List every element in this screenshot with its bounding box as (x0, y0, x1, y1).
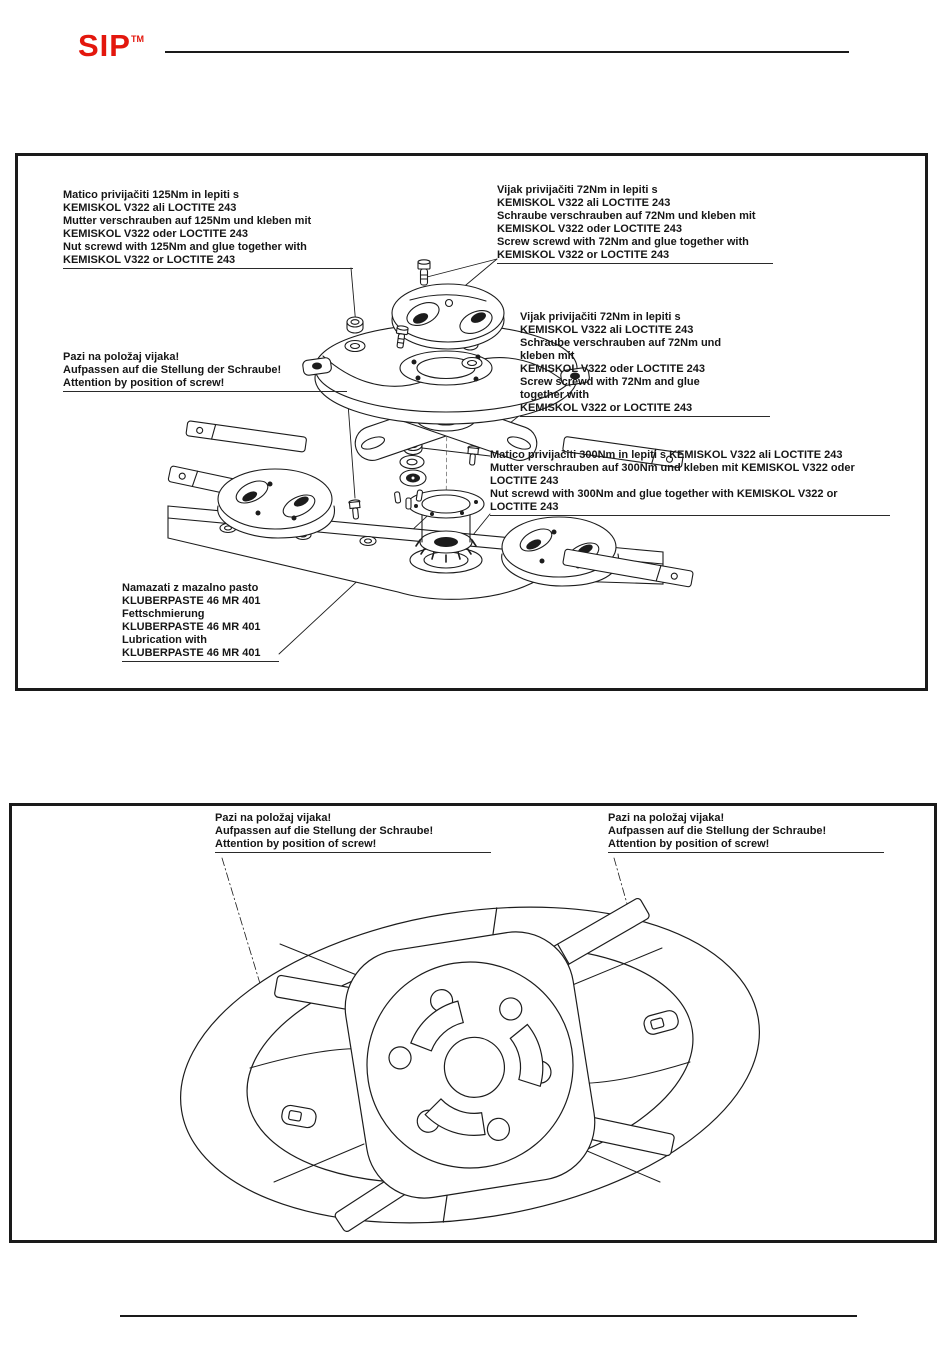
note-nut-125nm (63, 189, 353, 269)
screw-bottom-right (466, 446, 479, 466)
note-line: Pazi na položaj vijaka! (63, 351, 180, 363)
note-screw-72nm-mid (520, 311, 770, 417)
note-line: Aufpassen auf die Stellung der Schraube! (215, 825, 434, 837)
note-line: KLUBERPASTE 46 MR 401 (122, 621, 261, 633)
note-line: KEMISKOL V322 oder LOCTITE 243 (497, 223, 683, 235)
note-line: Pazi na položaj vijaka! (215, 812, 332, 824)
frame-mower-disc (9, 803, 937, 1243)
note-line: Attention by position of screw! (608, 838, 770, 850)
note-line: Schraube verschrauben auf 72Nm und kleben mit (497, 210, 756, 222)
note-line: Aufpassen auf die Stellung der Schraube! (63, 364, 282, 376)
note-line: kleben mit (520, 350, 575, 362)
note-line: Namazati z mazalno pasto (122, 582, 259, 594)
note-line: KEMISKOL V322 or LOCTITE 243 (520, 402, 693, 414)
note-lubrication (122, 582, 279, 662)
note-line: Vijak privijačiti 72Nm in lepiti s (497, 184, 658, 196)
note-line: Nut screwd with 125Nm and glue together with (63, 241, 307, 253)
note-line: together with (520, 389, 590, 401)
note-line: LOCTITE 243 (490, 475, 559, 487)
note-line: Screw screwd with 72Nm and glue together with (497, 236, 749, 248)
note-line: KLUBERPASTE 46 MR 401 (122, 647, 261, 659)
note-line: KLUBERPASTE 46 MR 401 (122, 595, 261, 607)
footer-rule (120, 1315, 857, 1317)
sip-logo-tm: TM (130, 34, 144, 44)
note-line: KEMISKOL V322 oder LOCTITE 243 (63, 228, 249, 240)
note-line: Attention by position of screw! (63, 377, 225, 389)
note-line: Attention by position of screw! (215, 838, 377, 850)
note-screw-72nm-top (497, 184, 773, 264)
note-line: KEMISKOL V322 ali LOCTITE 243 (63, 202, 237, 214)
note-line: Mutter verschrauben auf 125Nm und kleben mit (63, 215, 312, 227)
note-line: KEMISKOL V322 oder LOCTITE 243 (520, 363, 706, 375)
note-line: Lubrication with (122, 634, 207, 646)
right-disc-support (502, 517, 619, 586)
hub-plate (337, 924, 603, 1207)
screw-top (418, 260, 430, 285)
note-line: Matico privijačiti 300Nm in lepiti s KEMISKOL V322 ali LOCTITE 243 (490, 449, 843, 461)
screw-bottom-left (349, 499, 362, 519)
left-disc-support (218, 469, 335, 538)
note-line: KEMISKOL V322 ali LOCTITE 243 (520, 324, 694, 336)
holder-left-blade (186, 421, 307, 453)
note-line: Mutter verschrauben auf 300Nm und kleben mit KEMISKOL V322 oder (490, 462, 855, 474)
note-line: LOCTITE 243 (490, 501, 559, 513)
note-screw-position-right (608, 812, 884, 853)
note-line: Nut screwd with 300Nm and glue together with KEMISKOL V322 or (490, 488, 838, 500)
note-line: Matico privijačiti 125Nm in lepiti s (63, 189, 240, 201)
sip-logo-text: SIP (78, 28, 131, 63)
note-line: Fettschmierung (122, 608, 205, 620)
note-line: KEMISKOL V322 or LOCTITE 243 (63, 254, 236, 266)
bearing-cap (392, 284, 504, 349)
sip-logo (78, 24, 144, 61)
note-line: Vijak privijačiti 72Nm in lepiti s (520, 311, 681, 323)
note-line: KEMISKOL V322 ali LOCTITE 243 (497, 197, 671, 209)
note-line: Pazi na položaj vijaka! (608, 812, 725, 824)
note-screw-position-left (215, 812, 491, 853)
note-nut-300nm (490, 449, 890, 516)
frame-exploded-assembly (15, 153, 928, 691)
note-screw-position (63, 351, 347, 392)
note-line: Aufpassen auf die Stellung der Schraube! (608, 825, 827, 837)
note-line: Schraube verschrauben auf 72Nm und (520, 337, 722, 349)
note-line: KEMISKOL V322 or LOCTITE 243 (497, 249, 670, 261)
header-rule (165, 51, 849, 53)
note-line: Screw screwd with 72Nm and glue (520, 376, 700, 388)
mower-disc-drawing (12, 806, 934, 1240)
